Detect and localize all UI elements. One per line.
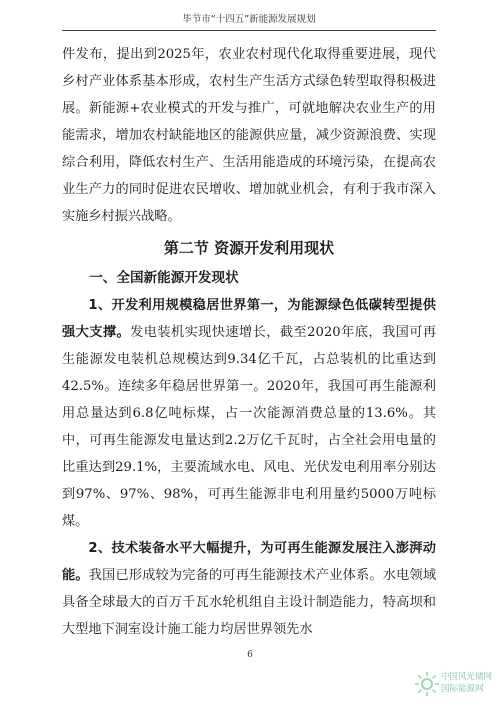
- item-2-paragraph: [62, 535, 436, 643]
- item-1-paragraph: [62, 292, 436, 535]
- item-2-body: 我国已形成较为完备的可再生能源技术产业体系。水电领域具备全球最大的百万千瓦水轮机组自主设计制造能力，特高坝和大型地下洞室设计施工能力均居世界领先水: [62, 568, 437, 637]
- header-divider: [62, 30, 436, 31]
- watermark: [414, 667, 494, 701]
- item-2-lead: 2、技术装备水平大幅提升，为可再生能源发展注入澎湃动能。: [62, 541, 436, 583]
- item-1-lead: 1、开发利用规模稳居世界第一，为能源绿色低碳转型提供强大支撑。: [62, 298, 436, 340]
- continued-paragraph: 件发布，提出到2025年，农业农村现代化取得重要进展，现代乡村产业体系基本形成，农村生产生活方式绿色转型取得积极进展。新能源+农业模式的开发与推广，可就地解决农业生产的用能需求，增加农村缺能地区的能源供应量，减少资源浪费、实现综合利用，降低农村生产、生活用能造成的环境污染，在提高农业生产力的同时促进农民增收、增加就业机会，有利于我市深入实施乡村振兴战略。: [62, 47, 436, 224]
- watermark-line-2: 国际能源网: [441, 684, 484, 694]
- page-body: [62, 41, 436, 643]
- item-1-body: 发电装机实现快速增长，截至2020年底，我国可再生能源发电装机总规模达到9.34亿千瓦，占总装机的比重达到42.5%。连续多年稳居世界第一。2020年，我国可再生能源利用总量达到6.8亿吨标煤，占一次能源消费总量的13.6%。其中，可再生能源发电量达到2.2万亿千瓦时，占全社会用电量的比重达到29.1%，主要流域水电、风电、光伏发电利用率分别达到97%、97%、98%，可再生能源非电利用量约5000万吨标煤。: [62, 325, 437, 529]
- sun-logo-icon: [414, 671, 440, 697]
- running-header: 毕节市“十四五”新能源发展规划: [182, 14, 316, 25]
- section-title: 第二节 资源开发利用现状: [163, 239, 335, 257]
- watermark-text: [441, 671, 492, 695]
- subsection-title: 一、全国新能源开发现状: [89, 270, 239, 286]
- page-number: 6: [247, 650, 253, 660]
- watermark-line-1: 中国风光储网: [441, 672, 493, 682]
